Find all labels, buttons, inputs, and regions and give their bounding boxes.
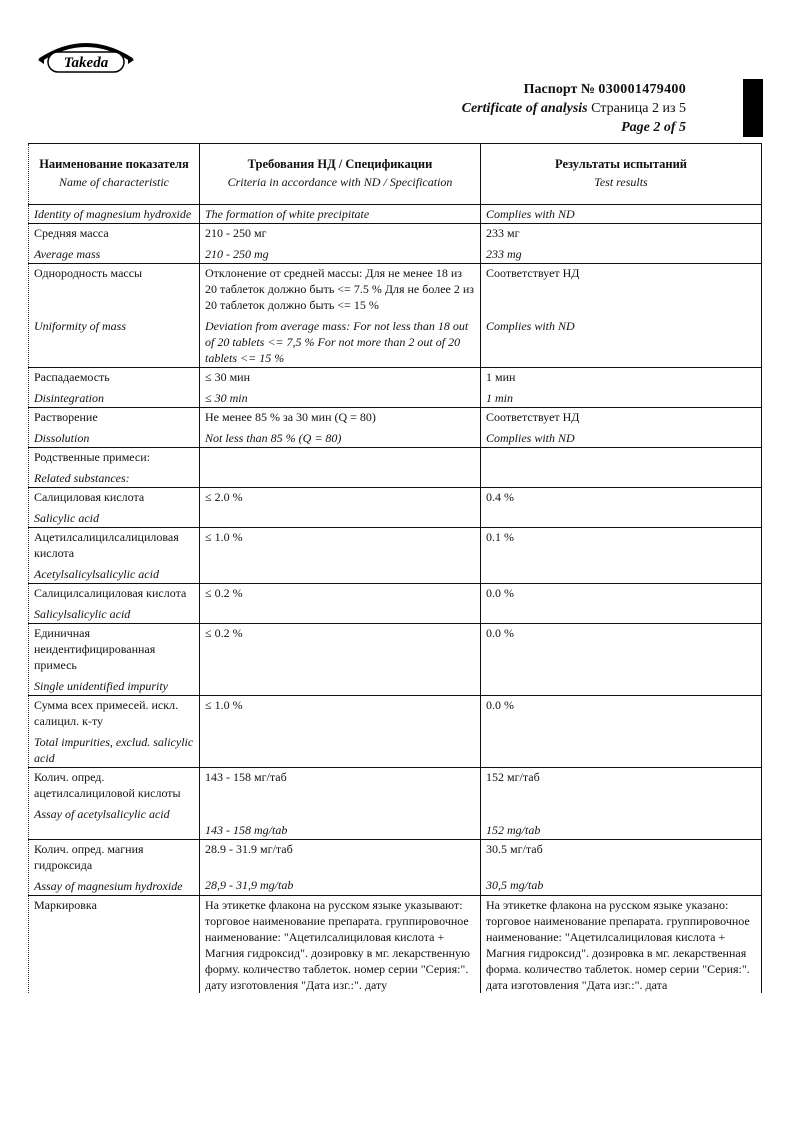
scan-marker-bar xyxy=(743,79,763,137)
cell-name: Сумма всех примесей. искл. салицил. к-ту Total impurities, exclud. salicylic acid xyxy=(29,696,200,768)
cell-name: Identity of magnesium hydroxide xyxy=(29,205,200,224)
cell-spec: Не менее 85 % за 30 мин (Q = 80) Not less than 85 % (Q = 80) xyxy=(200,408,481,448)
cell-name: Родственные примеси: Related substances: xyxy=(29,448,200,488)
cell-result: 0.1 % xyxy=(481,528,762,584)
cell-spec: 210 - 250 мг 210 - 250 mg xyxy=(200,224,481,264)
takeda-logo xyxy=(36,36,136,76)
cell-name: Однородность массы Uniformity of mass xyxy=(29,264,200,368)
cell-spec: 143 - 158 мг/таб 143 - 158 mg/tab xyxy=(200,768,481,840)
cell-spec: The formation of white precipitate xyxy=(200,205,481,224)
table-row xyxy=(29,896,762,994)
cell-name: Ацетилсалицилсалициловая кислота Acetylsalicylsalicylic acid xyxy=(29,528,200,584)
cell-result: На этикетке флакона на русском языке указано: торговое наименование препарата. группировочное наименование: "Ацетилсалициловая кислота + Магния гидроксид". дозировка в мг. лекарственная форма. количество таблеток. номер серии "Серия:". дата изготовления "Дата изг.:". дата xyxy=(481,896,762,994)
document-header xyxy=(462,80,686,137)
column-header-name: Наименование показателя Name of characteristic xyxy=(29,144,200,205)
cell-name: Растворение Dissolution xyxy=(29,408,200,448)
cell-spec: ≤ 1.0 % xyxy=(200,528,481,584)
cell-result xyxy=(481,448,762,488)
cell-name: Распадаемость Disintegration xyxy=(29,368,200,408)
cell-result: 0.4 % xyxy=(481,488,762,528)
cell-spec: 28.9 - 31.9 мг/таб 28,9 - 31,9 mg/tab xyxy=(200,840,481,896)
cell-spec: На этикетке флакона на русском языке указывают: торговое наименование препарата. группировочное наименование: "Ацетилсалициловая кислота + Магния гидроксид". дозировку в мг. лекарственную форму. количество таблеток. номер серии "Серия:". дату изготовления "Дата изг.:". дату xyxy=(200,896,481,994)
cell-spec xyxy=(200,448,481,488)
svg-text:Takeda: Takeda xyxy=(63,55,109,71)
cell-result: 152 мг/таб 152 mg/tab xyxy=(481,768,762,840)
table-row xyxy=(29,408,762,448)
cell-spec: ≤ 1.0 % xyxy=(200,696,481,768)
cell-spec: Отклонение от средней массы: Для не менее 18 из 20 таблеток должно быть <= 7.5 % Для не более 2 из 20 таблеток должно быть <= 15 % Deviation from average mass: For not less than 18 out of 20 tablets <= 7,5 % For not more than 2 out of 20 tablets <= 15 % xyxy=(200,264,481,368)
table-row xyxy=(29,488,762,528)
table-row xyxy=(29,448,762,488)
cell-spec: ≤ 0.2 % xyxy=(200,624,481,696)
analysis-table xyxy=(28,143,762,993)
certificate-label: Certificate of analysis xyxy=(461,101,588,116)
cell-result: 233 мг 233 mg xyxy=(481,224,762,264)
cell-spec: ≤ 2.0 % xyxy=(200,488,481,528)
cell-name: Колич. опред. ацетилсалициловой кислоты Assay of acetylsalicylic acid xyxy=(29,768,200,840)
cell-name: Средняя масса Average mass xyxy=(29,224,200,264)
cell-spec: ≤ 0.2 % xyxy=(200,584,481,624)
cell-result: 0.0 % xyxy=(481,624,762,696)
table-row xyxy=(29,224,762,264)
cell-result: 0.0 % xyxy=(481,584,762,624)
passport-label: Паспорт № xyxy=(523,82,595,97)
cell-name: Колич. опред. магния гидроксида Assay of magnesium hydroxide xyxy=(29,840,200,896)
cell-name: Салицилсалициловая кислота Salicylsalicylic acid xyxy=(29,584,200,624)
table-row xyxy=(29,768,762,840)
column-header-result: Результаты испытаний Test results xyxy=(481,144,762,205)
cell-spec: ≤ 30 мин ≤ 30 min xyxy=(200,368,481,408)
page-ru: Страница 2 из 5 xyxy=(591,101,686,116)
table-row xyxy=(29,840,762,896)
page-en-line xyxy=(462,118,686,137)
table-row xyxy=(29,264,762,368)
cell-result: Соответствует НД Complies with ND xyxy=(481,264,762,368)
table-row xyxy=(29,368,762,408)
table-row xyxy=(29,696,762,768)
cell-result: Complies with ND xyxy=(481,205,762,224)
passport-line xyxy=(462,80,686,99)
page-en: Page 2 of 5 xyxy=(621,120,686,135)
table-row xyxy=(29,205,762,224)
takeda-logo-icon xyxy=(36,36,136,76)
cell-name: Салициловая кислота Salicylic acid xyxy=(29,488,200,528)
cell-result: 30.5 мг/таб 30,5 mg/tab xyxy=(481,840,762,896)
table-row xyxy=(29,584,762,624)
table-row xyxy=(29,624,762,696)
table-header-row xyxy=(29,144,762,205)
column-header-spec: Требования НД / Спецификации Criteria in accordance with ND / Specification xyxy=(200,144,481,205)
table-row xyxy=(29,528,762,584)
cell-name: Единичная неидентифицированная примесь Single unidentified impurity xyxy=(29,624,200,696)
cell-result: 1 мин 1 min xyxy=(481,368,762,408)
certificate-line xyxy=(462,99,686,118)
cell-result: 0.0 % xyxy=(481,696,762,768)
cell-result: Соответствует НД Complies with ND xyxy=(481,408,762,448)
passport-number: 030001479400 xyxy=(598,82,686,97)
cell-name: Маркировка xyxy=(29,896,200,994)
